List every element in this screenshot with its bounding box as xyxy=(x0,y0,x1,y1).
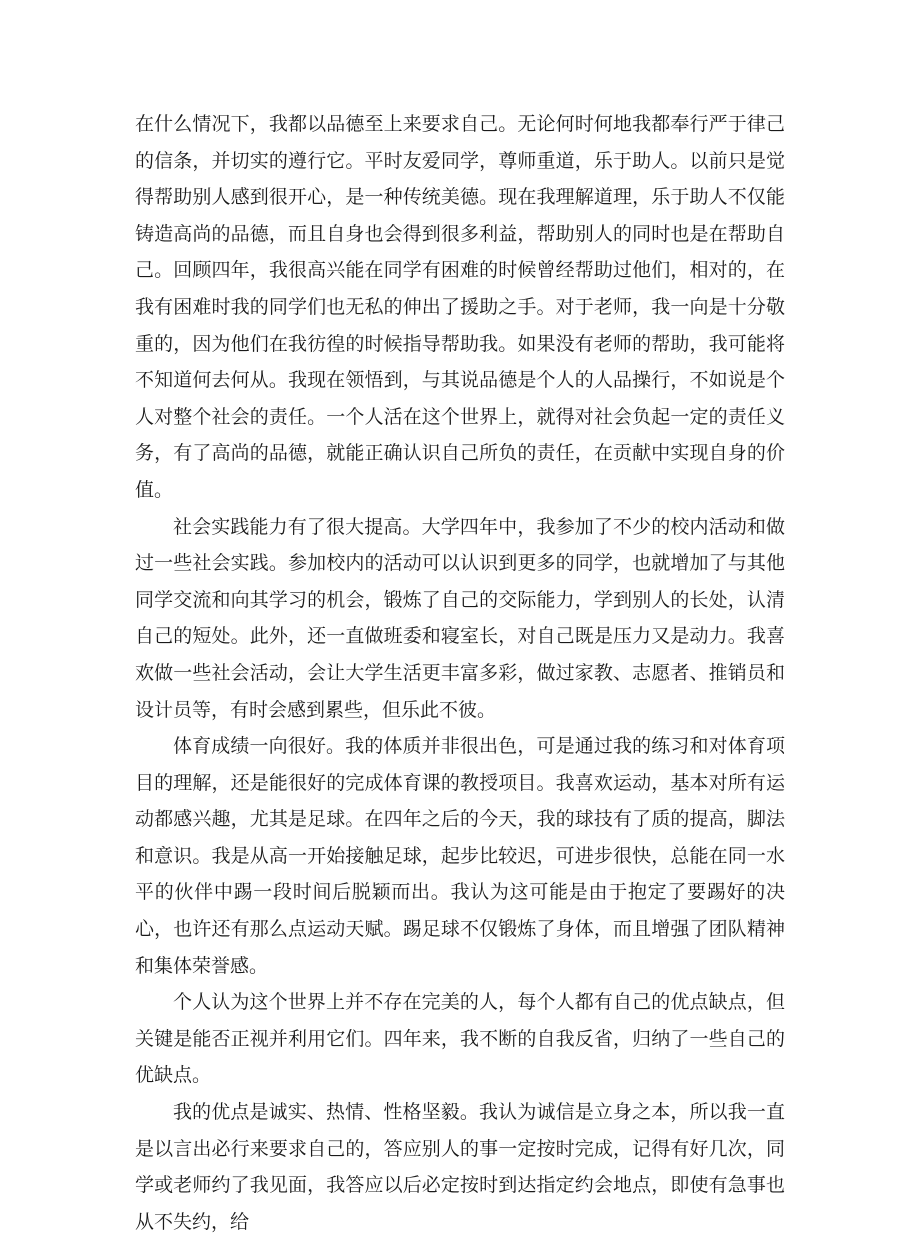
paragraph-strengths: 我的优点是诚实、热情、性格坚毅。我认为诚信是立身之本，所以我一直是以言出必行来要求自己的，答应别人的事一定按时完成，记得有好几次，同学或老师约了我见面，我答应以后必定按时到达指定约会地点，即使有急事也从不失约，给 xyxy=(135,1101,785,1233)
paragraph-self-reflection: 个人认为这个世界上并不存在完美的人，每个人都有自己的优点缺点，但关键是能否正视并利用它们。四年来，我不断的自我反省，归纳了一些自己的优缺点。 xyxy=(135,991,785,1087)
paragraph-sports: 体育成绩一向很好。我的体质并非很出色，可是通过我的练习和对体育项目的理解，还是能很好的完成体育课的教授项目。我喜欢运动，基本对所有运动都感兴趣，尤其是足球。在四年之后的今天，我的球技有了质的提高，脚法和意识。我是从高一开始接触足球，起步比较迟，可进步很快，总能在同一水平的伙伴中踢一段时间后脱颖而出。我认为这可能是由于抱定了要踢好的决心，也许还有那么点运动天赋。踢足球不仅锻炼了身体，而且增强了团队精神和集体荣誉感。 xyxy=(135,735,785,977)
paragraph-social-practice: 社会实践能力有了很大提高。大学四年中，我参加了不少的校内活动和做过一些社会实践。参加校内的活动可以认识到更多的同学，也就增加了与其他同学交流和向其学习的机会，锻炼了自己的交际能力，学到别人的长处，认清自己的短处。此外，还一直做班委和寝室长，对自己既是压力又是动力。我喜欢做一些社会活动，会让大学生活更丰富多彩，做过家教、志愿者、推销员和设计员等，有时会感到累些，但乐此不彼。 xyxy=(135,515,785,721)
paragraph-moral-character: 在什么情况下，我都以品德至上来要求自己。无论何时何地我都奉行严于律己的信条，并切实的遵行它。平时友爱同学，尊师重道，乐于助人。以前只是觉得帮助别人感到很开心，是一种传统美德。现在我理解道理，乐于助人不仅能铸造高尚的品德，而且自身也会得到很多利益，帮助别人的同时也是在帮助自己。回顾四年，我很高兴能在同学有困难的时候曾经帮助过他们，相对的，在我有困难时我的同学们也无私的伸出了援助之手。对于老师，我一向是十分敬重的，因为他们在我彷徨的时候指导帮助我。如果没有老师的帮助，我可能将不知道何去何从。我现在领悟到，与其说品德是个人的人品操行，不如说是个人对整个社会的责任。一个人活在这个世界上，就得对社会负起一定的责任义务，有了高尚的品德，就能正确认识自己所负的责任，在贡献中实现自身的价值。 xyxy=(135,113,785,501)
document-body xyxy=(135,106,785,1240)
